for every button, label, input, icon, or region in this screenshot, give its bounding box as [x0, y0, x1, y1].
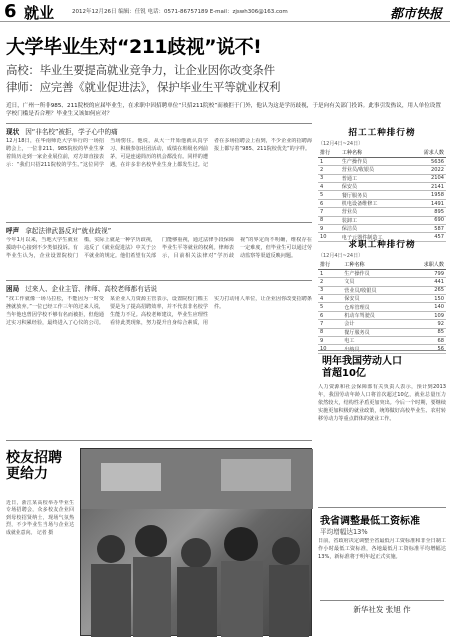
- table-row: 1 生产操作员 5636: [320, 158, 444, 166]
- photo-caption: 近日，浙江某高校举办毕业生专场招聘会，众多校友企业回到母校招贤纳士，现场气氛热烈，不少毕业生当场与企业达成就业意向。 记者 摄: [6, 500, 74, 536]
- story-labor-force-text: 人力资源和社会保障部有关负责人表示，预计到2013年，我国劳动年龄人口将首次超过10亿，就业总量压力依然较大，结构性矛盾更加突出。今后一个时期，要继续实施更加积极的就业政策，统筹做好高校毕业生、农村转移劳动力等重点群体的就业工作。: [318, 384, 446, 422]
- table-row: 7 会计 92: [320, 320, 444, 328]
- table-header-row: 排行 工种名称 求职人数: [320, 262, 444, 269]
- article-appeal: 今年1月以来，当地大学生就业援助中心接到不少类似投诉。有毕业生认为，企业设置院校门槛，实际上就是一种学历歧视，违反了《就业促进法》中关于公平就业的规定。他们希望有关部门能够重视，通过法律手段保障毕业生平等就业的权利。律师表示，目前相关法律对“学历歧视”的界定尚不明确，维权存在一定难度，但毕业生可以通过劳动监察等渠道反映问题。: [6, 237, 312, 259]
- lead-paragraph: 近日，广州一所非985、211院校的应届毕业生，在求职中因招聘单位“只招211院校”而被拒于门外，他认为这是学历歧视，于是向有关部门投诉。此事引发热议，用人单位设置学校门槛是否合理？毕业生又该如何应对？: [6, 103, 441, 117]
- jobseeker-ranking-title: 求职工种排行榜: [348, 240, 416, 250]
- table-row: 8 装卸工 690: [320, 217, 444, 224]
- table-row: 4 保安员 2141: [320, 183, 444, 191]
- divider: [6, 222, 312, 223]
- header-meta: 2012年12月26日 编辑：任锐 电话：0571-86757189 E-mail：zjswh306@163.com: [72, 9, 288, 15]
- section-heading-dilemma: 困局 过来人、企业主管、律师、高校老师都有话说: [6, 285, 158, 293]
- table-row: 3 营业员/收银员 265: [320, 287, 444, 294]
- table-row: 10 电子元器件制造工 457: [320, 234, 444, 241]
- section-heading-status: 现状 因“非名校”被拒，学子心中的痛: [6, 128, 118, 136]
- divider: [318, 350, 446, 351]
- story-min-wage-subtitle: 平均增幅达13%: [320, 528, 368, 536]
- table-row: 1 生产操作员 799: [320, 270, 444, 278]
- page-number: 6: [4, 1, 17, 22]
- table-header-row: 排行 工种名称 需求人数: [320, 150, 444, 157]
- article-status: 12月18日，在华南师范大学举行的一场招聘会上，一位非211、985院校的毕业生拿着简历走到一家企业展位前，对方却直接表示：“我们只招211院校的学生。”这位同学当场愣住。他说，从大一开始他就认真学习、积极参加社团活动，成绩在班级名列前茅，可是连递简历的机会都没有。同样的遭遇，在许多非名校毕业生身上都发生过。记者在多场招聘会上看到，不少企业的招聘海报上都写着“985、211院校优先”的字样。: [6, 138, 312, 168]
- divider: [6, 123, 312, 124]
- newspaper-name: 都市快报: [389, 7, 442, 22]
- jobseeker-ranking: [318, 238, 446, 354]
- article-dilemma: “找工作就像一场马拉松，不能因为一时受挫就放弃。”一位已经工作三年的过来人说，当年他也曾因学校不够有名而被拒，但他通过实习积累经验，最终进入了心仪的公司。某企业人力资源主管表示，设置院校门槛主要是为了提高招聘效率，并不代表非名校学生能力不足。高校老师建议，毕业生应理性看待此类现象，努力提升自身综合素质，用实力打动用人单位，让企业因你改变招聘条件。: [6, 296, 312, 326]
- divider: [6, 440, 312, 441]
- job-fair-photo: [80, 448, 312, 636]
- table-row: 5 仓库管理员 140: [320, 304, 444, 311]
- photo-story-title: 校友招聘 更给力: [6, 450, 62, 482]
- jobseeker-ranking-table: [318, 261, 446, 354]
- subtitle-lawyers: 律师：应完善《就业促进法》，保护毕业生平等就业权利: [6, 80, 281, 94]
- section-heading-appeal: 呼声 拿起法律武器反对“就业歧视”: [6, 227, 112, 235]
- table-row: 7 营业员 895: [320, 208, 444, 216]
- hiring-ranking-date: （12月4日~24日）: [318, 141, 364, 147]
- table-row: 6 机动车驾驶员 109: [320, 312, 444, 320]
- table-row: 2 文员 441: [320, 278, 444, 286]
- table-row: 8 餐厅服务员 85: [320, 329, 444, 336]
- story-labor-force-title: 明年我国劳动人口 首超10亿: [322, 356, 402, 379]
- crowd-illustration: [81, 449, 313, 637]
- story-min-wage-text: 日前，省政府决定调整全省最低月工资标准和非全日制工作小时最低工资标准，各地最低月工资标准平均增幅达13%，新标准将于明年起正式实施。: [318, 538, 446, 560]
- table-row: 4 保安员 150: [320, 295, 444, 303]
- table-row: 2 营业员/收银员 2022: [320, 166, 444, 174]
- footnote: 新华社发 张旭 作: [320, 600, 444, 615]
- divider: [6, 280, 312, 281]
- jobseeker-ranking-date: （12月4日~24日）: [318, 253, 364, 259]
- table-row: 9 电工 68: [320, 337, 444, 345]
- story-min-wage-title: 我省调整最低工资标准: [320, 516, 420, 527]
- table-row: 10 出纳员 56: [320, 346, 444, 353]
- hiring-ranking-table: [318, 149, 446, 242]
- table-row: 9 保洁员 587: [320, 225, 444, 233]
- page-header: [0, 0, 450, 22]
- headline: 大学毕业生对“211歧视”说不!: [6, 36, 262, 58]
- hiring-ranking-title: 招工工种排行榜: [348, 128, 416, 138]
- section-name: 就业: [24, 4, 55, 22]
- hiring-ranking: [318, 126, 446, 242]
- table-row: 6 机电设备维修工 1491: [320, 200, 444, 208]
- table-row: 5 餐厅服务员 1958: [320, 192, 444, 199]
- subtitle-schools: 高校：毕业生要提高就业竞争力，让企业因你改变条件: [6, 63, 275, 77]
- divider: [318, 507, 446, 508]
- table-row: 3 普通工 2104: [320, 175, 444, 182]
